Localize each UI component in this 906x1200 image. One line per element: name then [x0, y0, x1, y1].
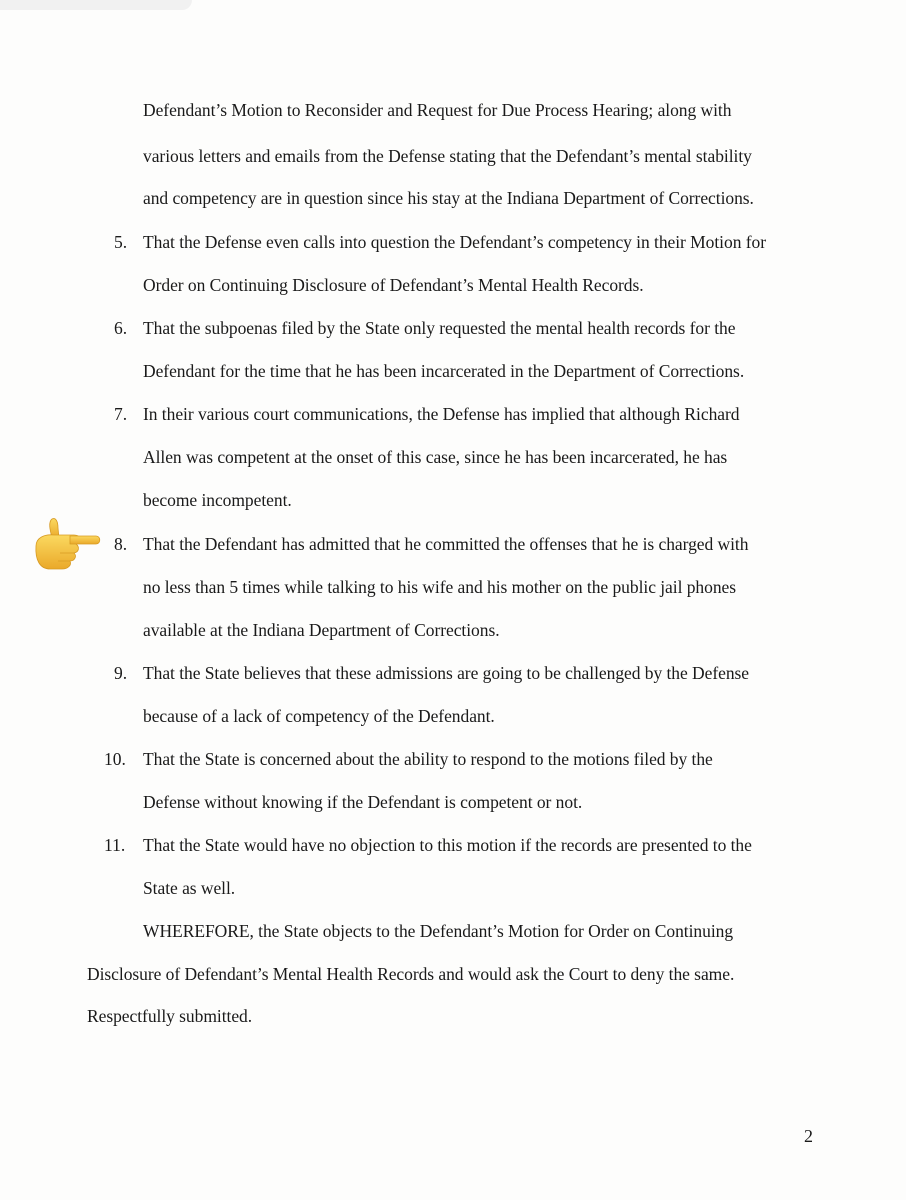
- item-10-line-2: Defense without knowing if the Defendant is competent or not.: [143, 792, 583, 812]
- item-9-line-2: because of a lack of competency of the Defendant.: [143, 706, 495, 726]
- page-number: 2: [804, 1126, 813, 1146]
- item-11-line-2: State as well.: [143, 878, 236, 898]
- closing-line: Respectfully submitted.: [87, 1006, 253, 1026]
- intro-line-2: various letters and emails from the Defense stating that the Defendant’s mental stability: [143, 146, 752, 166]
- item-9-number: 9.: [114, 663, 128, 683]
- item-8-line-3: available at the Indiana Department of Corrections.: [143, 620, 500, 640]
- item-10-number: 10.: [104, 749, 126, 769]
- item-7-line-1: In their various court communications, the Defense has implied that although Richard: [143, 404, 740, 424]
- item-8-line-1: That the Defendant has admitted that he committed the offenses that he is charged with: [143, 534, 749, 554]
- item-11-number: 11.: [104, 835, 126, 855]
- item-7-line-2: Allen was competent at the onset of this case, since he has been incarcerated, he has: [143, 447, 728, 467]
- item-5-line-2: Order on Continuing Disclosure of Defendant’s Mental Health Records.: [143, 275, 644, 295]
- item-6-line-1: That the subpoenas filed by the State only requested the mental health records for the: [143, 318, 736, 338]
- wherefore-line-1: WHEREFORE, the State objects to the Defendant’s Motion for Order on Continuing: [143, 921, 734, 941]
- item-10-line-1: That the State is concerned about the ability to respond to the motions filed by the: [143, 749, 713, 769]
- item-5-number: 5.: [114, 232, 128, 252]
- item-6-line-2: Defendant for the time that he has been incarcerated in the Department of Corrections.: [143, 361, 745, 381]
- item-7-line-3: become incompetent.: [143, 490, 292, 510]
- wherefore-line-2: Disclosure of Defendant’s Mental Health Records and would ask the Court to deny the same.: [87, 964, 735, 984]
- item-5-line-1: That the Defense even calls into question the Defendant’s competency in their Motion for: [143, 232, 766, 252]
- intro-line-3: and competency are in question since his stay at the Indiana Department of Corrections.: [143, 188, 754, 208]
- item-8-number: 8.: [114, 534, 128, 554]
- item-7-number: 7.: [114, 404, 128, 424]
- top-tab: [0, 0, 192, 10]
- pointing-hand-icon: [30, 516, 102, 572]
- item-11-line-1: That the State would have no objection to this motion if the records are presented to the: [143, 835, 752, 855]
- item-8-line-2: no less than 5 times while talking to his wife and his mother on the public jail phones: [143, 577, 736, 597]
- item-9-line-1: That the State believes that these admissions are going to be challenged by the Defense: [143, 663, 750, 683]
- item-6-number: 6.: [114, 318, 128, 338]
- intro-line-1: Defendant’s Motion to Reconsider and Request for Due Process Hearing; along with: [143, 100, 732, 120]
